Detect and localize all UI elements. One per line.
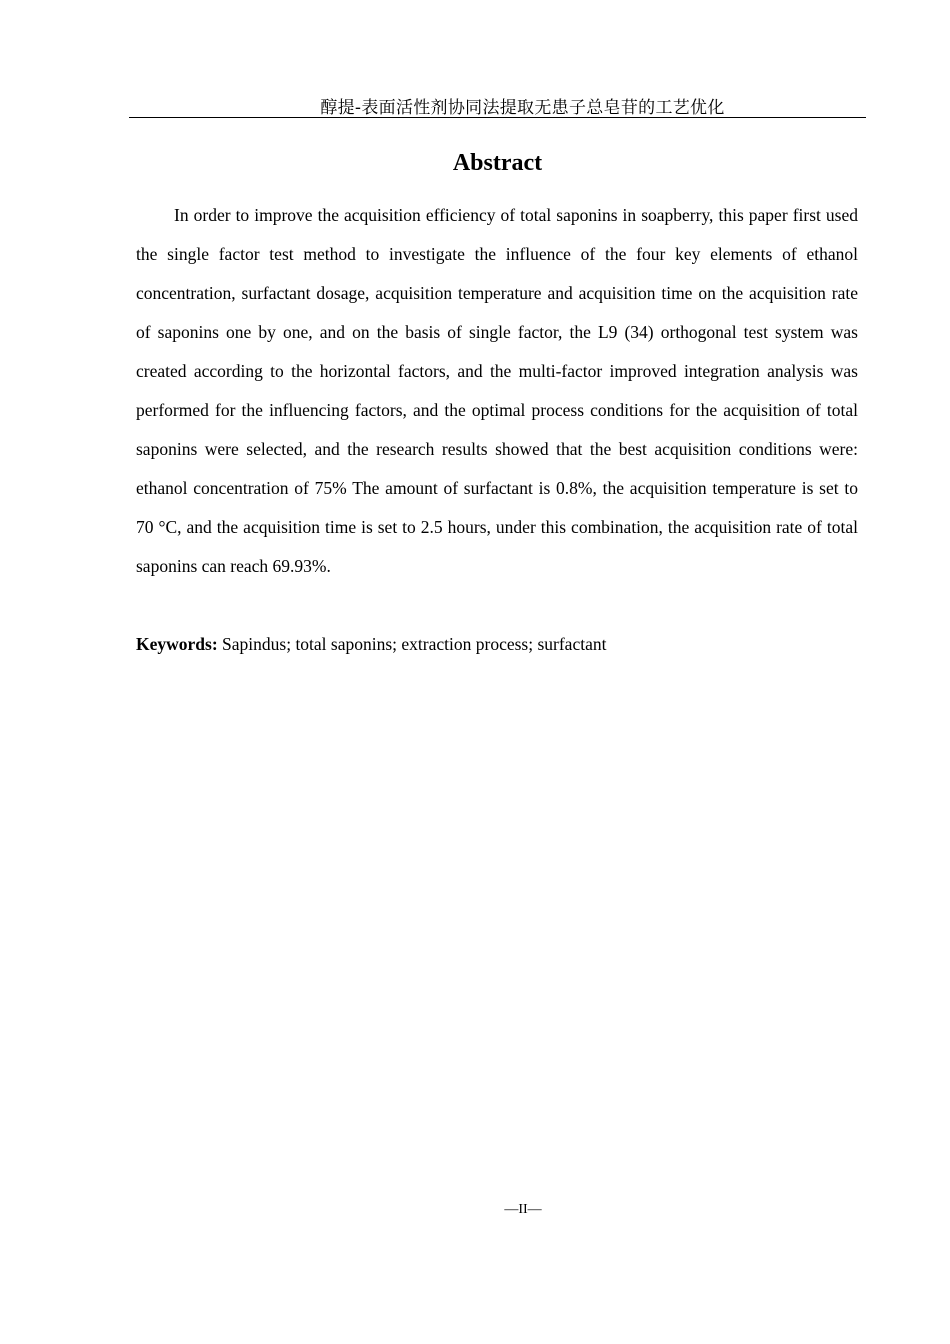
running-header — [129, 91, 866, 118]
abstract-body: In order to improve the acquisition efficiency of total saponins in soapberry, this paper first used the single factor test method to investigate the influence of the four key elements of ethanol concentration, surfactant dosage, acquisition temperature and acquisition time on the acquisition rate of saponins one by one, and on the basis of single factor, the L9 (34) orthogonal test system was created according to the horizontal factors, and the multi-factor improved integration analysis was performed for the influencing factors, and the optimal process conditions for the acquisition of total saponins were selected, and the research results showed that the best acquisition conditions were: ethanol concentration of 75% The amount of surfactant is 0.8%, the acquisition temperature is set to 70 °C, and the acquisition time is set to 2.5 hours, under this combination, the acquisition rate of total saponins can reach 69.93%. — [136, 205, 858, 576]
keywords-line — [136, 625, 858, 664]
keywords-text: Sapindus; total saponins; extraction process; surfactant — [217, 634, 607, 654]
keywords-label: Keywords: — [136, 634, 218, 654]
page-number: —II— — [504, 1202, 542, 1217]
abstract-title: Abstract — [452, 150, 543, 176]
running-header-title: 醇提-表面活性剂协同法提取无患子总皂苷的工艺优化 — [320, 98, 725, 118]
